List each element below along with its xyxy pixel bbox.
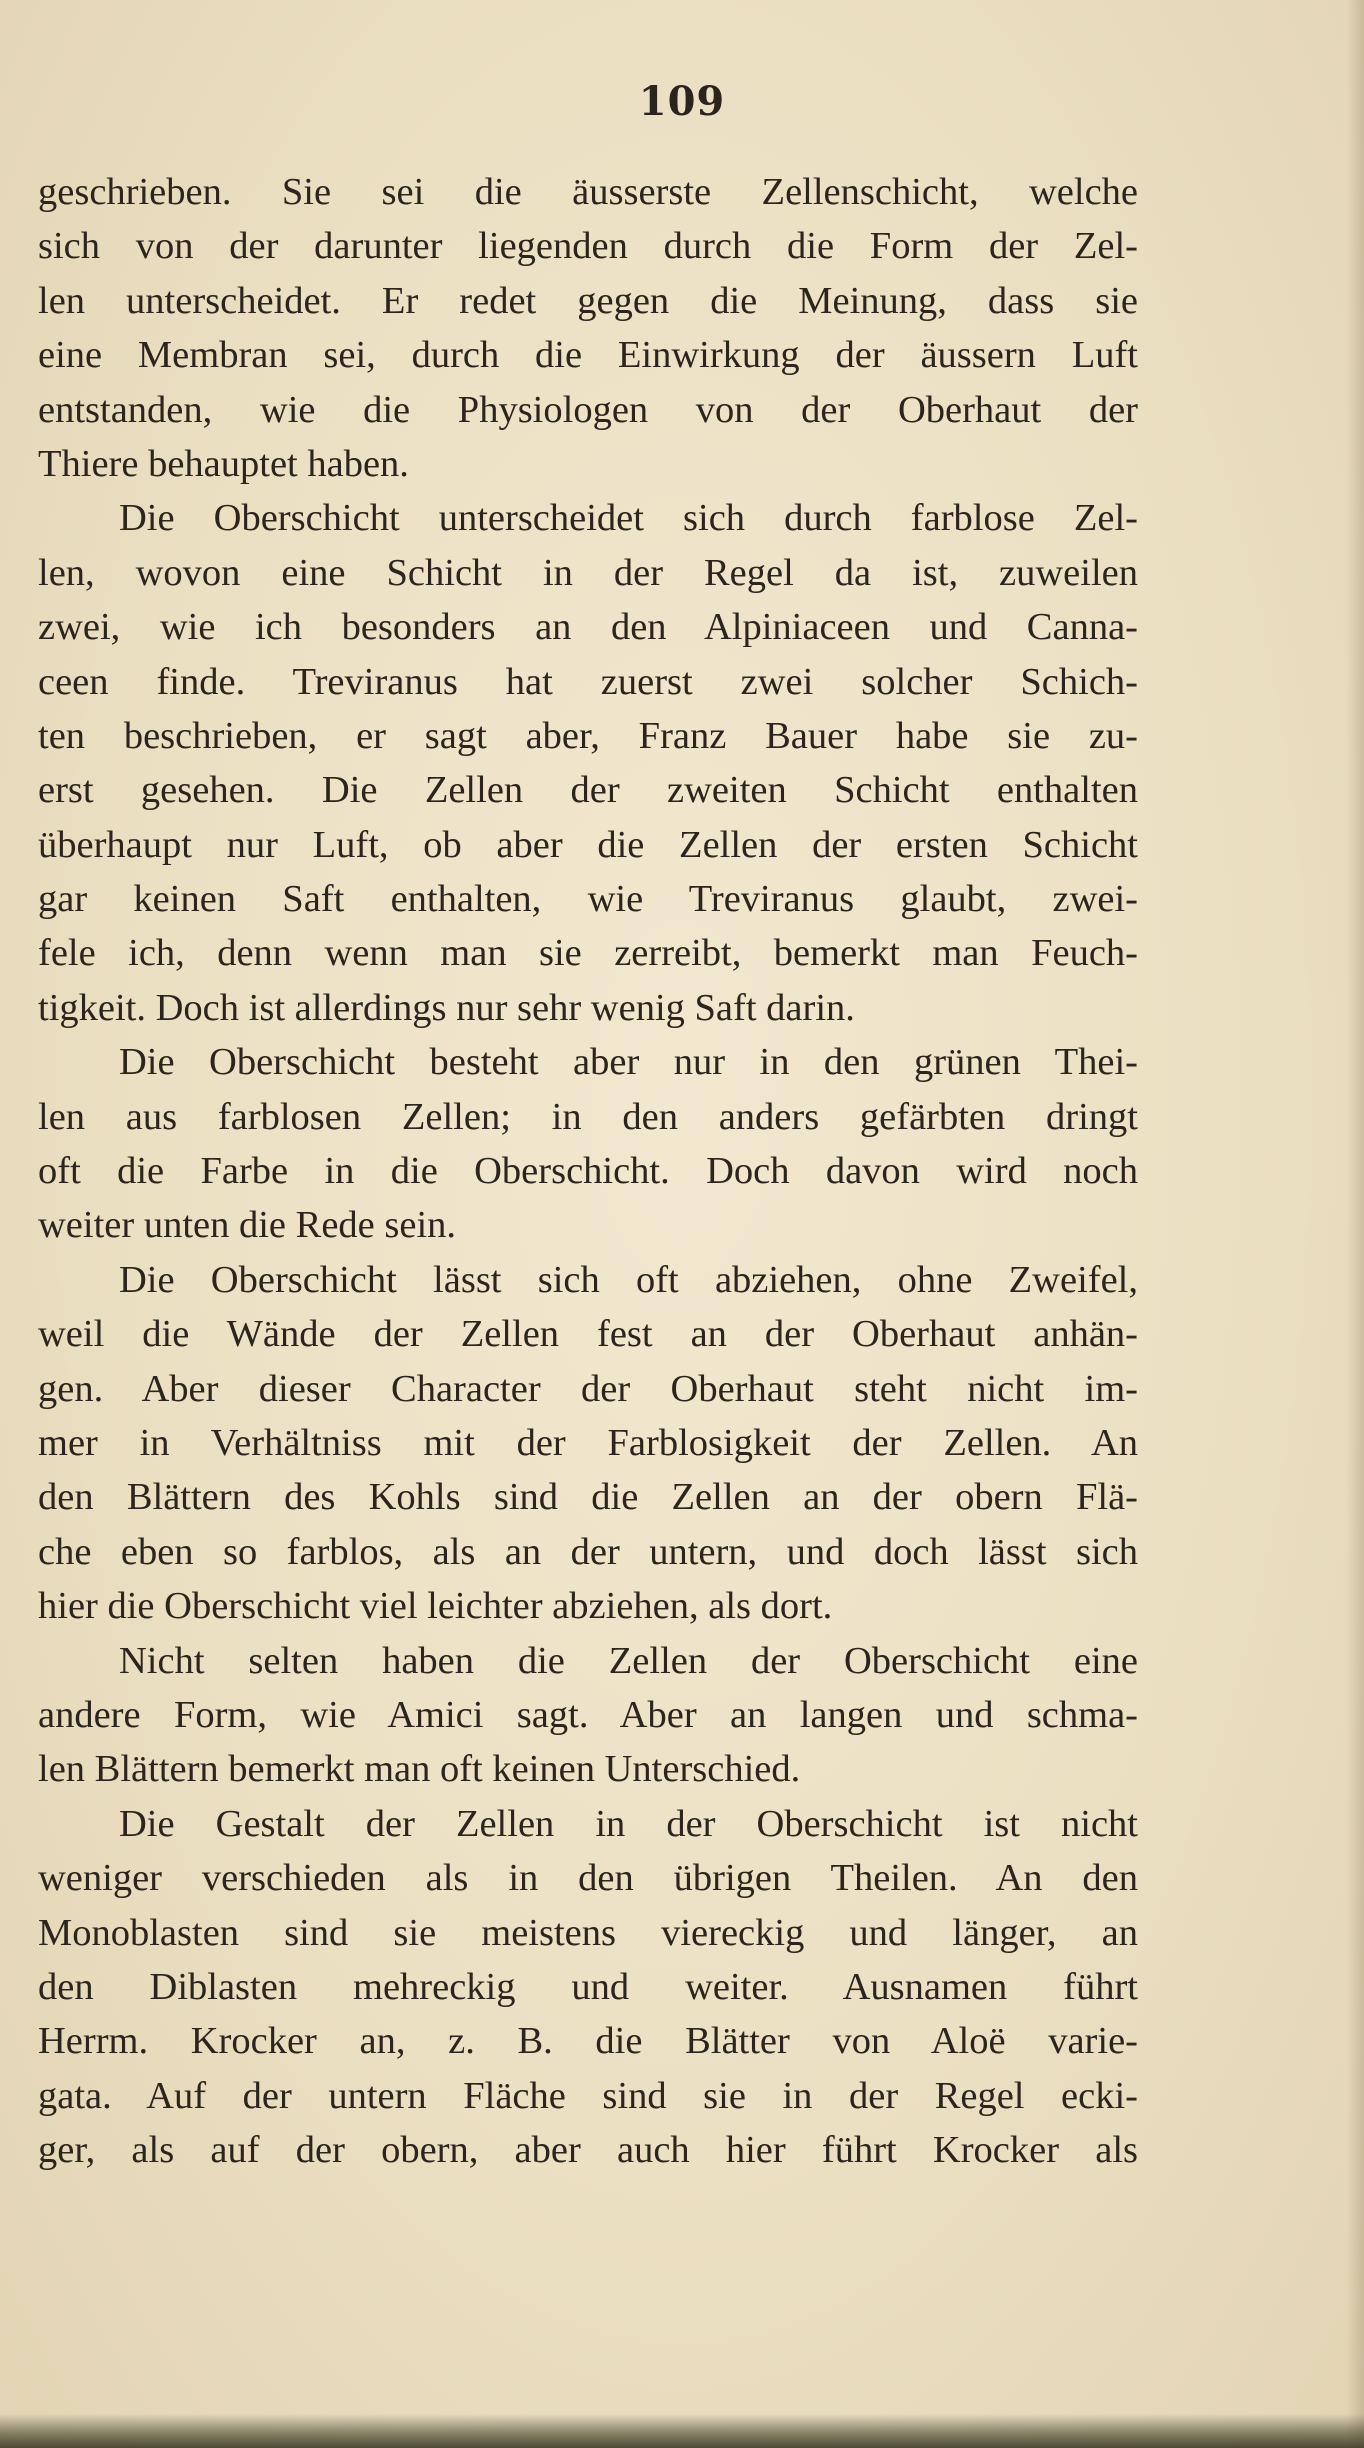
paragraph (38, 1634, 1138, 1797)
text-line: len Blättern bemerkt man oft keinen Unterschied. (38, 1748, 801, 1791)
text-line: den Diblasten mehreckig und weiter. Ausnamen führt (38, 1965, 1138, 2008)
page-bottom-edge (0, 2414, 1364, 2448)
text-line: sich von der darunter liegenden durch die Form der Zel- (38, 225, 1138, 268)
text-line: Monoblasten sind sie meistens viereckig und länger, an (38, 1911, 1138, 1954)
text-line: den Blättern des Kohls sind die Zellen an der obern Flä- (38, 1476, 1138, 1519)
paragraph (38, 1797, 1138, 2178)
paragraph (38, 1035, 1138, 1253)
text-line: che eben so farblos, als an der untern, und doch lässt sich (38, 1530, 1138, 1573)
text-line: Die Gestalt der Zellen in der Oberschicht ist nicht (119, 1802, 1138, 1845)
text-line: gata. Auf der untern Fläche sind sie in der Regel ecki- (38, 2074, 1138, 2117)
text-line: andere Form, wie Amici sagt. Aber an langen und schma- (38, 1693, 1138, 1736)
text-line: zwei, wie ich besonders an den Alpiniaceen und Canna- (38, 606, 1138, 649)
text-line: ger, als auf der obern, aber auch hier führt Krocker als (38, 2129, 1138, 2172)
text-line: oft die Farbe in die Oberschicht. Doch davon wird noch (38, 1150, 1138, 1193)
text-line: gar keinen Saft enthalten, wie Treviranus glaubt, zwei- (38, 878, 1138, 921)
text-line: Thiere behauptet haben. (38, 442, 409, 485)
paragraph (38, 165, 1138, 491)
text-line: weil die Wände der Zellen fest an der Oberhaut anhän- (38, 1313, 1138, 1356)
body-text (38, 165, 1138, 2177)
paragraph (38, 1253, 1138, 1634)
text-line: weiter unten die Rede sein. (38, 1204, 457, 1247)
text-line: len unterscheidet. Er redet gegen die Meinung, dass sie (38, 279, 1138, 322)
paragraph (38, 491, 1138, 1035)
text-line: Nicht selten haben die Zellen der Oberschicht eine (119, 1639, 1138, 1682)
text-line: entstanden, wie die Physiologen von der Oberhaut der (38, 388, 1138, 431)
text-line: eine Membran sei, durch die Einwirkung der äussern Luft (38, 334, 1138, 377)
text-line: ten beschrieben, er sagt aber, Franz Bauer habe sie zu- (38, 714, 1138, 757)
text-line: Die Oberschicht unterscheidet sich durch farblose Zel- (119, 497, 1138, 540)
text-line: ceen finde. Treviranus hat zuerst zwei solcher Schich- (38, 660, 1138, 703)
page-number: 109 (638, 78, 726, 125)
text-line: Die Oberschicht lässt sich oft abziehen, ohne Zweifel, (119, 1258, 1138, 1301)
text-line: Die Oberschicht besteht aber nur in den grünen Thei- (119, 1041, 1138, 1084)
text-line: fele ich, denn wenn man sie zerreibt, bemerkt man Feuch- (38, 932, 1138, 975)
text-line: len aus farblosen Zellen; in den anders gefärbten dringt (38, 1095, 1138, 1138)
text-line: len, wovon eine Schicht in der Regel da ist, zuweilen (38, 551, 1138, 594)
text-line: hier die Oberschicht viel leichter abziehen, als dort. (38, 1585, 833, 1628)
text-line: tigkeit. Doch ist allerdings nur sehr wenig Saft darin. (38, 986, 855, 1029)
text-line: gen. Aber dieser Character der Oberhaut steht nicht im- (38, 1367, 1138, 1410)
text-line: mer in Verhältniss mit der Farblosigkeit der Zellen. An (38, 1421, 1138, 1464)
text-line: Herrm. Krocker an, z. B. die Blätter von Aloë varie- (38, 2020, 1138, 2063)
text-line: geschrieben. Sie sei die äusserste Zellenschicht, welche (38, 171, 1138, 213)
page-edge-shade (1346, 0, 1364, 2448)
text-line: überhaupt nur Luft, ob aber die Zellen der ersten Schicht (38, 823, 1138, 866)
text-line: erst gesehen. Die Zellen der zweiten Schicht enthalten (38, 769, 1138, 812)
text-line: weniger verschieden als in den übrigen Theilen. An den (38, 1857, 1138, 1900)
